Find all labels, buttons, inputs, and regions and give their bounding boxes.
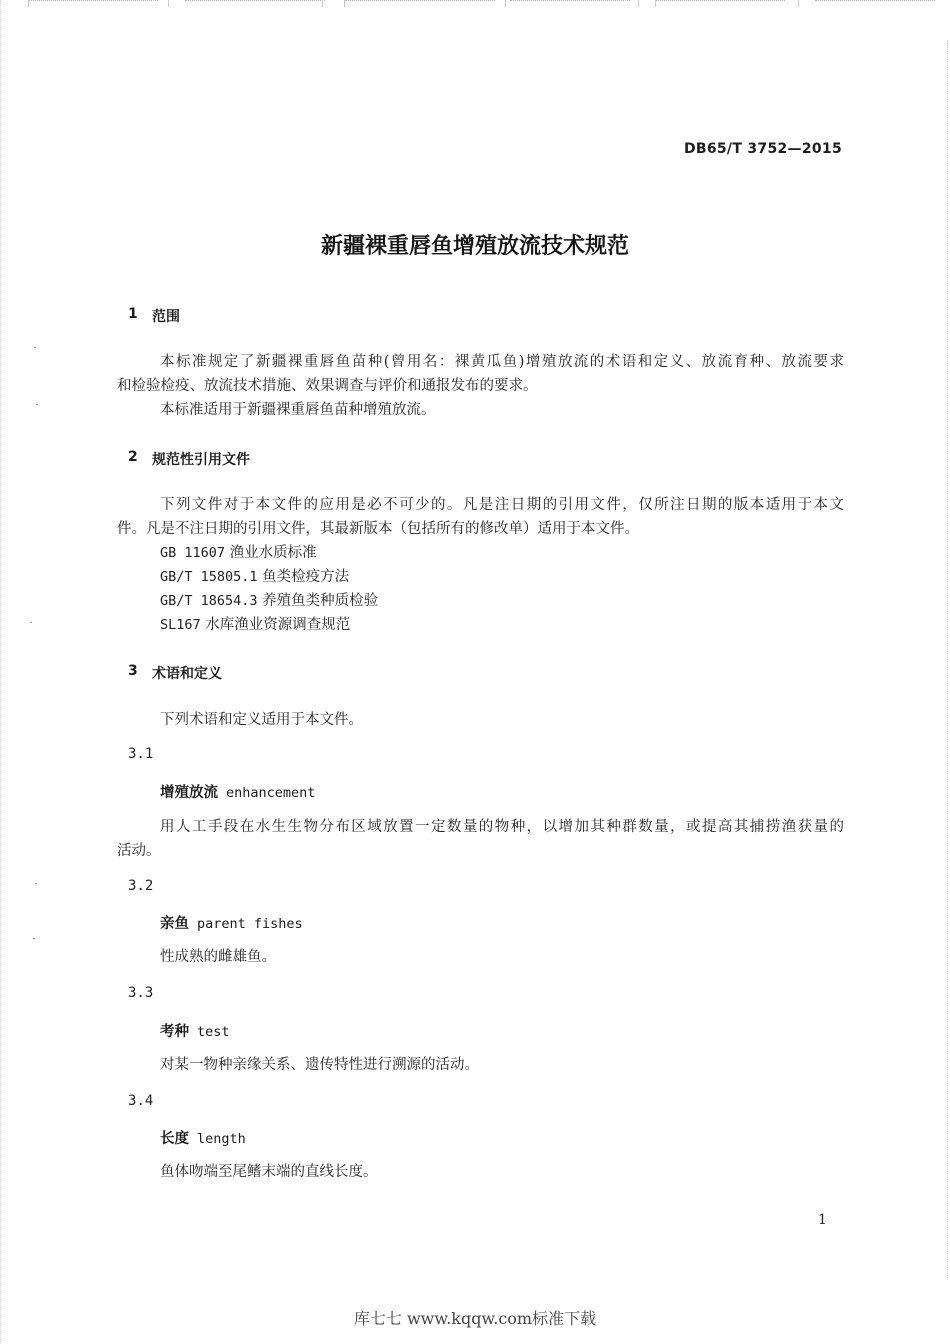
term-3-2-definition: 性成熟的雌雄鱼。 xyxy=(160,949,276,965)
paragraph-line: 下列文件对于本文件的应用是必不可少的。凡是注日期的引用文件，仅所注日期的版本适用于本文 xyxy=(160,497,844,513)
reference-code: GB 11607 xyxy=(160,545,226,561)
scan-edge-top xyxy=(0,0,950,8)
reference-code: SL167 xyxy=(160,617,201,633)
standard-code: DB65/T 3752—2015 xyxy=(683,141,842,157)
scan-speck xyxy=(33,938,35,939)
term-cn: 考种 xyxy=(160,1024,189,1040)
section-2-paragraph xyxy=(117,493,844,541)
section-1-paragraph xyxy=(117,350,844,398)
term-cn: 亲鱼 xyxy=(160,916,189,932)
term-en: parent fishes xyxy=(197,916,303,932)
term-en: test xyxy=(197,1024,230,1040)
reference-item xyxy=(160,613,350,637)
page-number: 1 xyxy=(818,1212,827,1228)
term-3-1-definition xyxy=(117,815,844,863)
term-3-1 xyxy=(160,781,315,802)
term-number: 3.4 xyxy=(128,1093,154,1109)
term-3-2 xyxy=(160,912,303,933)
term-3-4-definition: 鱼体吻端至尾鳍末端的直线长度。 xyxy=(160,1164,378,1180)
section-number: 3 xyxy=(128,663,138,679)
section-1-paragraph-2: 本标准适用于新疆裸重唇鱼苗种增殖放流。 xyxy=(160,402,436,418)
definition-line: 活动。 xyxy=(117,843,161,859)
reference-item xyxy=(160,565,349,589)
section-title: 术语和定义 xyxy=(152,666,222,682)
section-title: 范围 xyxy=(152,309,180,325)
section-number: 2 xyxy=(128,449,138,465)
footer-watermark: 库七七 www.kqqw.com标准下载 xyxy=(353,1309,597,1328)
scan-edge-left xyxy=(0,0,3,1344)
term-en: enhancement xyxy=(226,785,316,801)
scan-speck xyxy=(34,347,36,348)
reference-name: 鱼类检疫方法 xyxy=(262,569,350,585)
term-cn: 增殖放流 xyxy=(160,785,218,801)
term-3-4 xyxy=(160,1127,246,1148)
reference-code: GB/T 18654.3 xyxy=(160,593,258,609)
paragraph-line: 本标准规定了新疆裸重唇鱼苗种(曾用名：裸黄瓜鱼)增殖放流的术语和定义、放流育种、放流要求 xyxy=(160,354,844,370)
term-number: 3.1 xyxy=(128,746,154,762)
term-en: length xyxy=(197,1131,246,1147)
section-number: 1 xyxy=(128,306,138,322)
reference-name: 水库渔业资源调查规范 xyxy=(205,617,351,633)
term-3-3 xyxy=(160,1020,230,1041)
section-3-paragraph: 下列术语和定义适用于本文件。 xyxy=(160,712,363,728)
term-cn: 长度 xyxy=(160,1131,189,1147)
reference-code: GB/T 15805.1 xyxy=(160,569,258,585)
scan-speck xyxy=(35,883,37,884)
term-number: 3.2 xyxy=(128,878,154,894)
scan-speck xyxy=(36,404,38,405)
term-3-3-definition: 对某一物种亲缘关系、遗传特性进行溯源的活动。 xyxy=(160,1057,479,1073)
definition-line: 用人工手段在水生生物分布区域放置一定数量的物种，以增加其种群数量，或提高其捕捞渔获量的 xyxy=(160,819,844,835)
reference-item xyxy=(160,541,317,565)
paragraph-line: 件。凡是不注日期的引用文件，其最新版本（包括所有的修改单）适用于本文件。 xyxy=(117,521,639,537)
scan-speck xyxy=(30,622,32,623)
paragraph-line: 和检验检疫、放流技术措施、效果调查与评价和通报发布的要求。 xyxy=(117,378,538,394)
reference-item xyxy=(160,589,378,613)
term-number: 3.3 xyxy=(128,985,154,1001)
document-title: 新疆裸重唇鱼增殖放流技术规范 xyxy=(320,234,629,259)
reference-name: 渔业水质标准 xyxy=(229,545,317,561)
reference-name: 养殖鱼类种质检验 xyxy=(262,593,379,609)
section-title: 规范性引用文件 xyxy=(152,452,250,468)
